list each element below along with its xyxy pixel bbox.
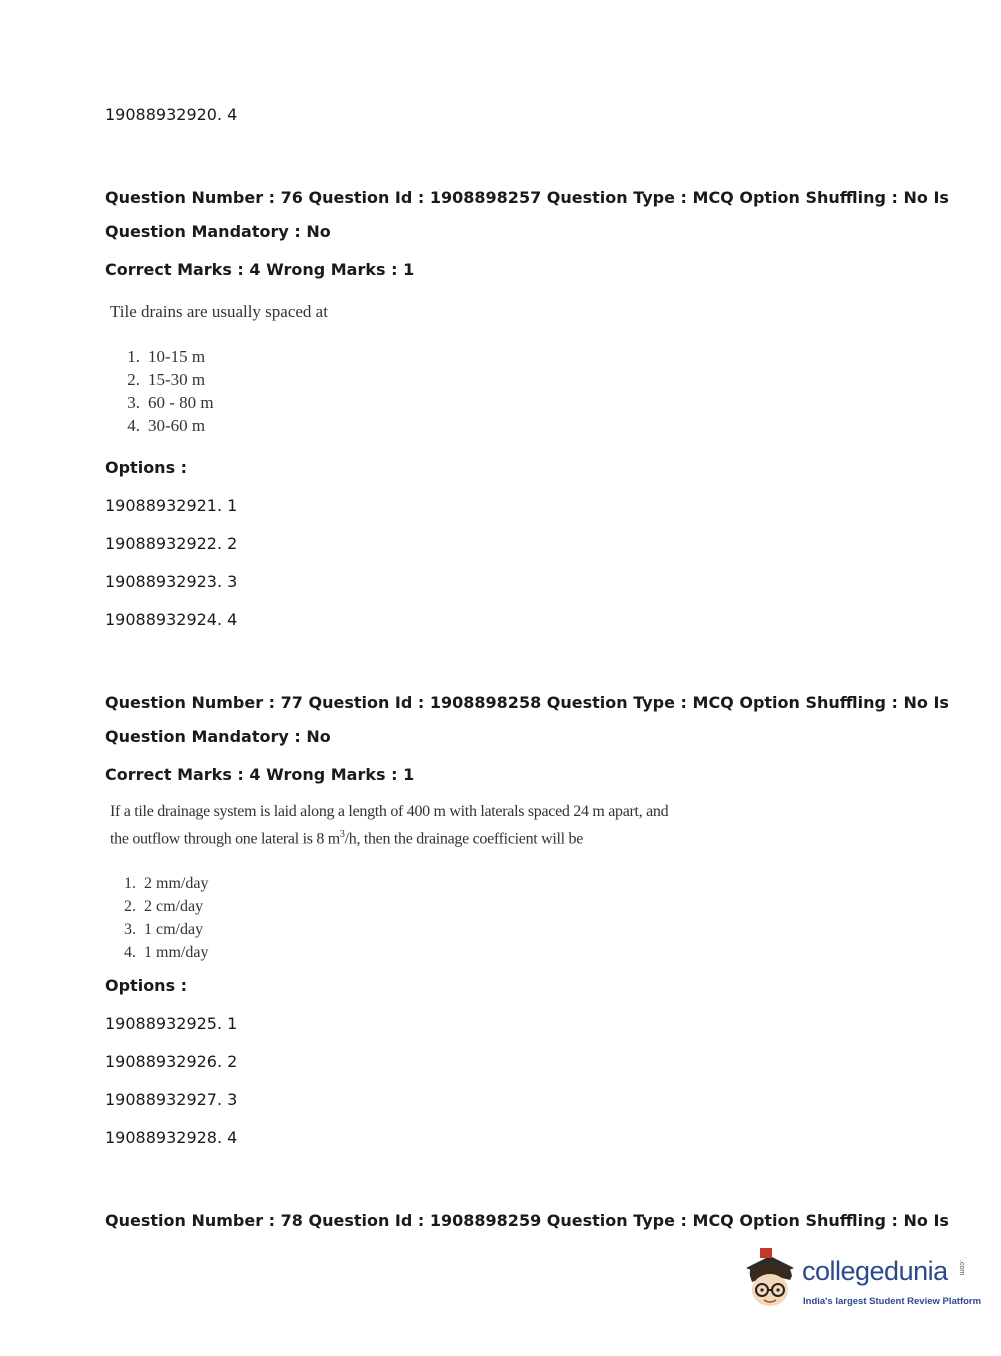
choice-text: 1 mm/day (144, 944, 209, 962)
choice-text: 2 cm/day (144, 898, 204, 916)
option-item: 19088932921. 1 (105, 496, 238, 515)
question-header: Question Number : 78 Question Id : 1908898259 Question Type : MCQ Option Shuffling : No Is (105, 1211, 949, 1230)
option-item: 19088932928. 4 (105, 1128, 238, 1147)
question-header-cont: Question Mandatory : No (105, 727, 331, 746)
options-label: Options : (105, 976, 188, 995)
choice-num: 3. (127, 393, 140, 412)
question-stem: Tile drains are usually spaced at (110, 302, 328, 321)
choice-text: 60 - 80 m (148, 393, 214, 412)
mascot-icon (740, 1246, 802, 1316)
collegedunia-logo[interactable] (740, 1246, 982, 1316)
choice (110, 872, 668, 895)
stem-text: /h, then the drainage coefficient will be (344, 830, 584, 848)
choice-num: 2. (127, 370, 140, 389)
option-item: 19088932925. 1 (105, 1014, 238, 1033)
choice-num: 3. (124, 921, 136, 939)
choice (110, 391, 328, 414)
top-option: 19088932920. 4 (105, 105, 238, 124)
option-item: 19088932926. 2 (105, 1052, 238, 1071)
option-item: 19088932927. 3 (105, 1090, 238, 1109)
choice-num: 2. (124, 898, 136, 916)
option-item: 19088932923. 3 (105, 572, 238, 591)
logo-tagline: India's largest Student Review Platform (803, 1296, 982, 1307)
option-item: 19088932924. 4 (105, 610, 238, 629)
logo-domain-suffix: .com (958, 1260, 965, 1276)
choice-text: 15-30 m (148, 370, 206, 389)
choice (110, 895, 668, 918)
choice-num: 4. (124, 944, 136, 962)
choice (110, 345, 328, 368)
stem-text: the outflow through one lateral is 8 m (110, 830, 340, 848)
choice (110, 941, 668, 964)
choice (110, 368, 328, 391)
choice-text: 1 cm/day (144, 921, 204, 939)
options-label: Options : (105, 458, 188, 477)
choice-text: 2 mm/day (144, 875, 209, 893)
question-header: Question Number : 76 Question Id : 1908898257 Question Type : MCQ Option Shuffling : No Is (105, 188, 949, 207)
choice-text: 30-60 m (148, 416, 206, 435)
option-item: 19088932922. 2 (105, 534, 238, 553)
question-choices (110, 872, 668, 964)
question-stem-cont (110, 823, 668, 850)
question-image (110, 800, 668, 964)
question-header: Question Number : 77 Question Id : 1908898258 Question Type : MCQ Option Shuffling : No Is (105, 693, 949, 712)
choice-num: 1. (124, 875, 136, 893)
question-image (110, 300, 328, 437)
choice (110, 414, 328, 437)
choice-num: 1. (127, 347, 140, 366)
question-marks: Correct Marks : 4 Wrong Marks : 1 (105, 260, 415, 279)
question-stem: If a tile drainage system is laid along a length of 400 m with laterals spaced 24 m apart, and (110, 803, 669, 820)
question-choices (110, 345, 328, 437)
question-header-cont: Question Mandatory : No (105, 222, 331, 241)
question-marks: Correct Marks : 4 Wrong Marks : 1 (105, 765, 415, 784)
choice-num: 4. (127, 416, 140, 435)
stem-superscript: 3 (339, 829, 345, 840)
choice-text: 10-15 m (148, 347, 206, 366)
choice (110, 918, 668, 941)
logo-wordmark: collegedunia (802, 1256, 948, 1286)
